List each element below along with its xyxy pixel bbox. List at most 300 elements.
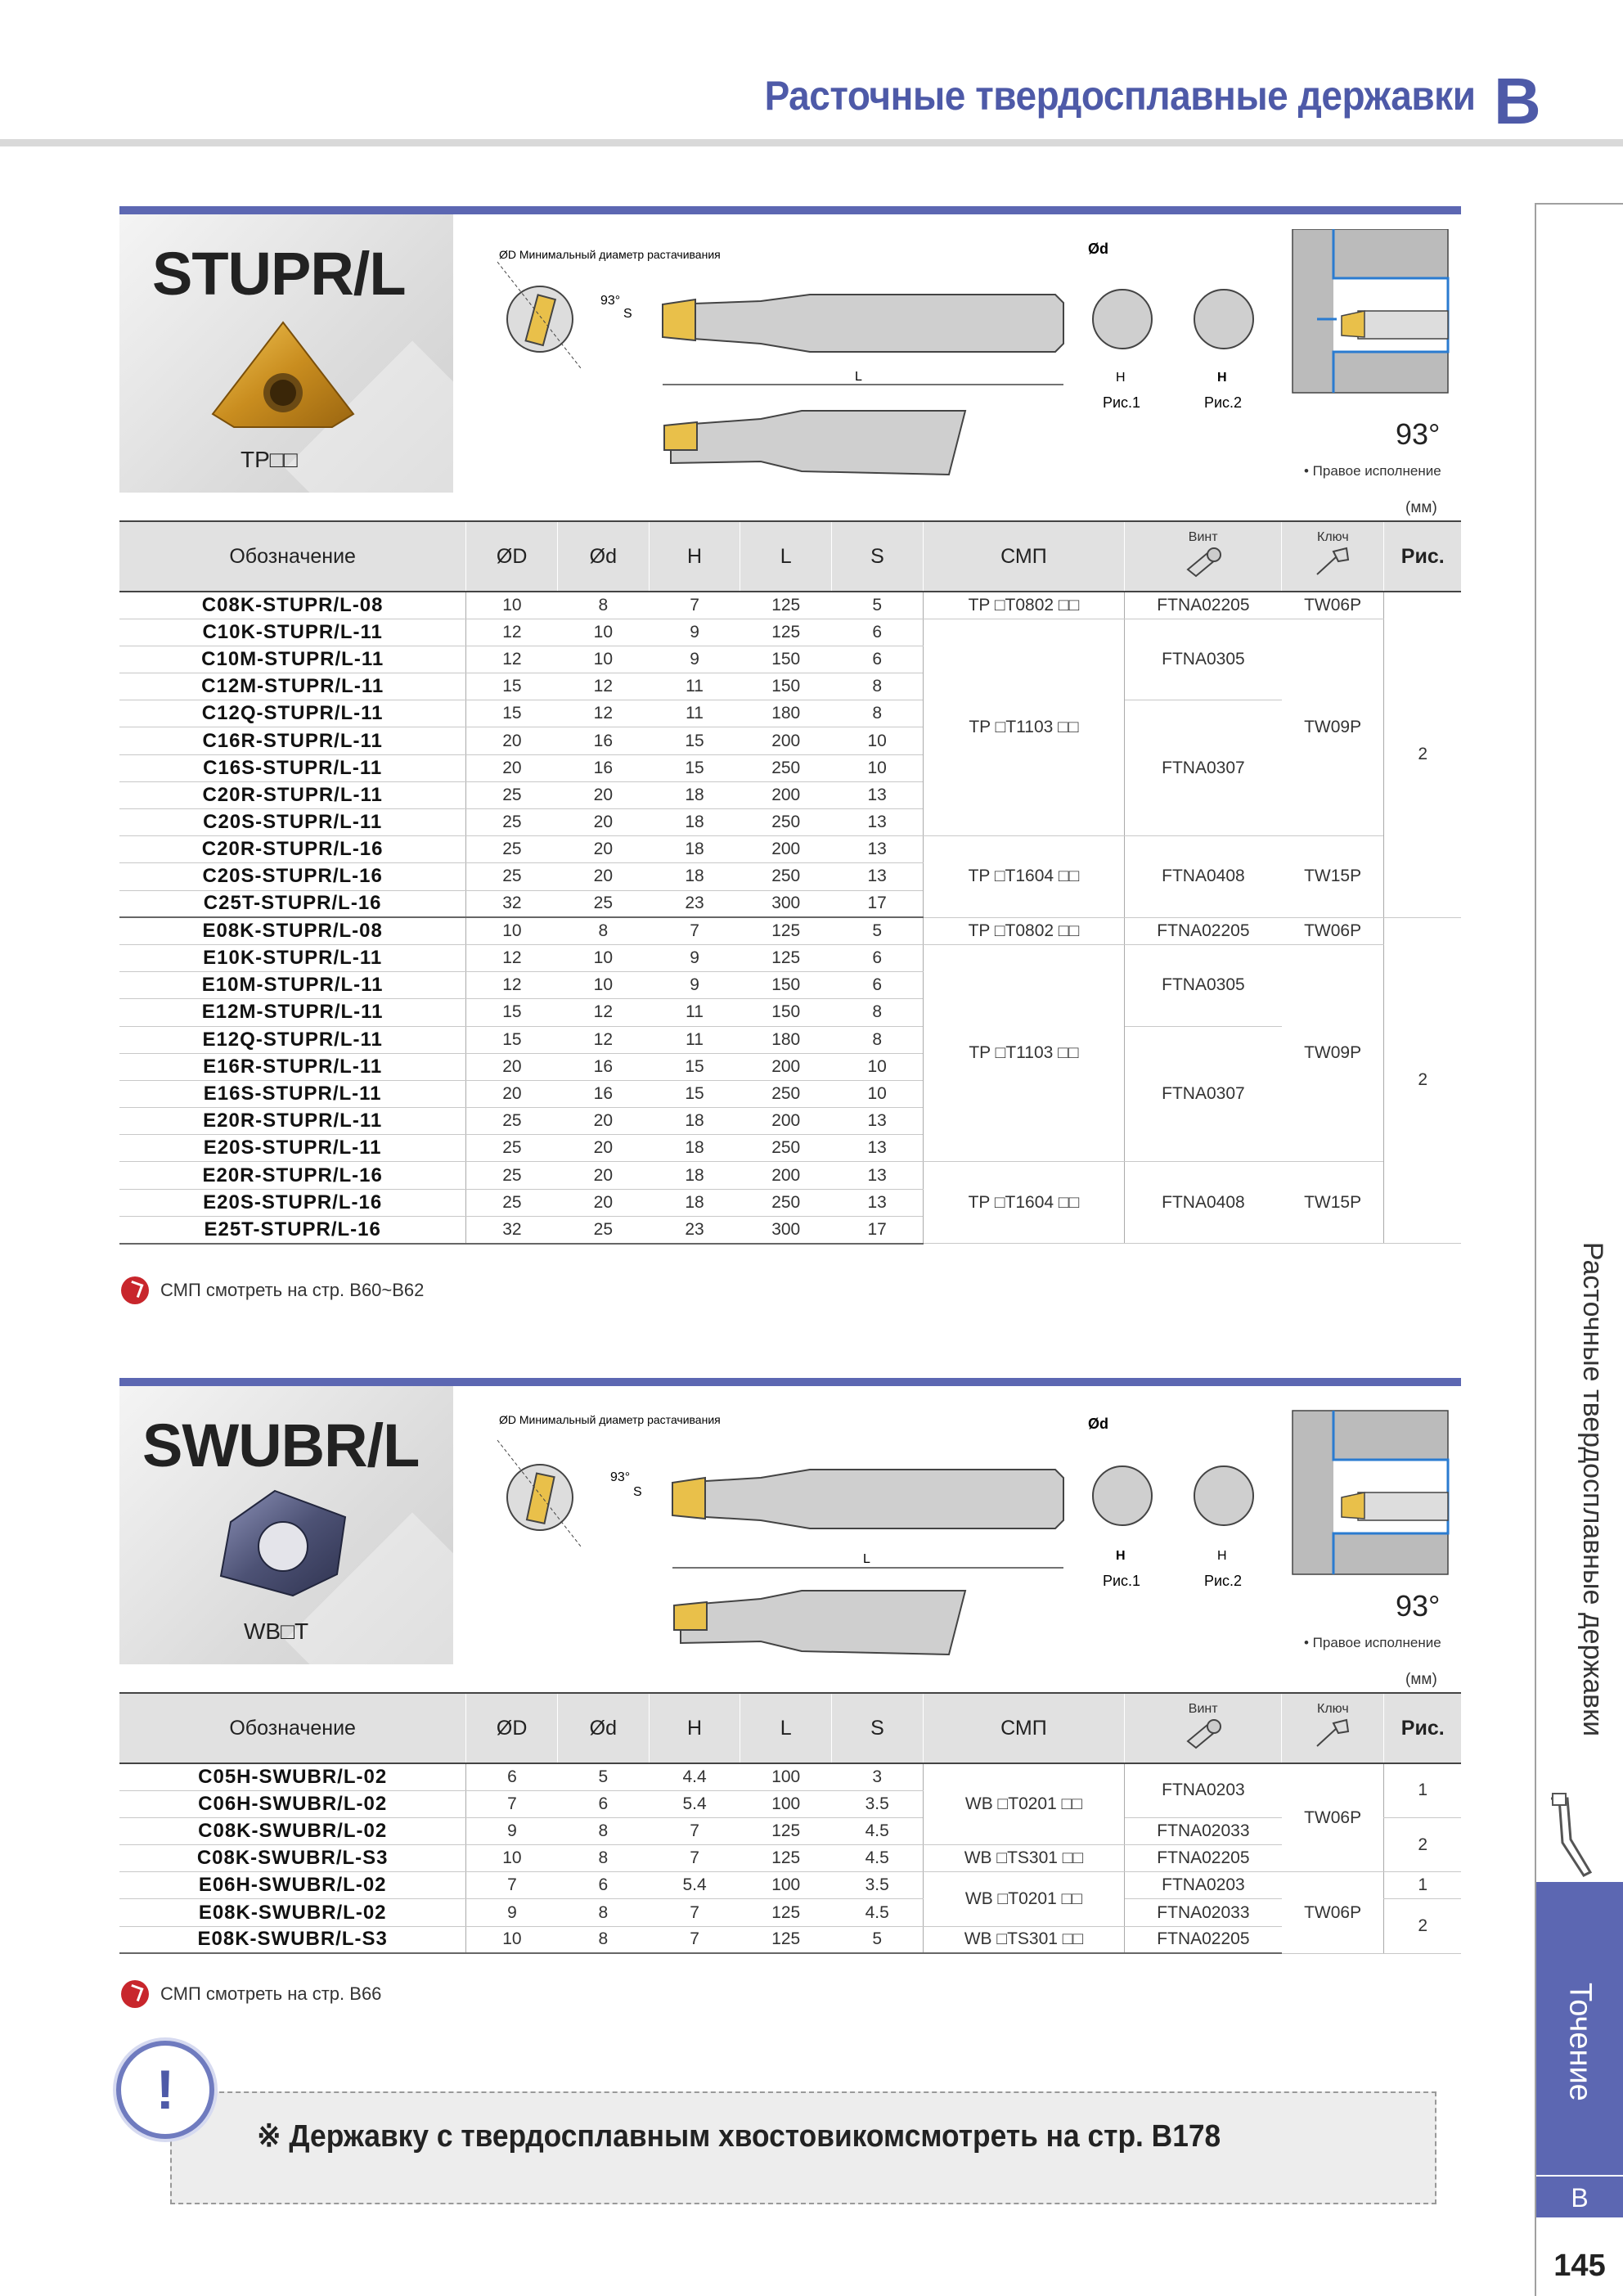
dimension-value: 25 (558, 1216, 650, 1243)
dimension-value: 7 (466, 1790, 558, 1817)
side-tab-label: Расточные твердосплавные державки (1577, 1241, 1608, 1737)
product-code: C10K-STUPR/L-11 (119, 619, 466, 646)
angle-93-swubr: 93° (1396, 1589, 1441, 1623)
dimension-value: 15 (649, 727, 740, 754)
dim-l: L (855, 370, 862, 384)
dimension-value: 25 (466, 836, 558, 863)
od-label: Ød (1088, 241, 1108, 257)
insert-tp-icon (209, 317, 357, 432)
dimension-value: 10 (466, 1926, 558, 1953)
dimension-value: 10 (466, 917, 558, 944)
insert-code: WB □T0201 □□ (923, 1872, 1124, 1926)
dimension-value: 18 (649, 836, 740, 863)
dimension-value: 20 (558, 1189, 650, 1216)
dimension-value: 12 (558, 700, 650, 727)
dimension-value: 13 (832, 781, 924, 808)
table-row (119, 700, 1461, 727)
dimension-value: 25 (466, 1135, 558, 1162)
notice-box (170, 2091, 1436, 2204)
dim-l-2: L (863, 1552, 870, 1566)
insert-code: TP □T1103 □□ (923, 619, 1124, 836)
dimension-value: 8 (832, 999, 924, 1026)
stupr-dimension-diagram (491, 229, 1456, 491)
dimension-value: 10 (832, 1080, 924, 1107)
dimension-value: 8 (558, 1899, 650, 1926)
product-code: E08K-STUPR/L-08 (119, 917, 466, 944)
section-band-swubr (119, 1378, 1461, 1386)
dimension-value: 5 (832, 592, 924, 619)
dimension-value: 5 (832, 1926, 924, 1953)
insert-code: TP □T1604 □□ (923, 836, 1124, 918)
key-code: TW09P (1282, 619, 1384, 836)
screw-code: FTNA02205 (1125, 917, 1282, 944)
dimension-value: 250 (740, 809, 832, 836)
dimension-value: 5 (832, 917, 924, 944)
dimension-value: 7 (649, 917, 740, 944)
min-diameter-note-2: ØD Минимальный диаметр растачивания (499, 1413, 721, 1426)
product-code: E10M-STUPR/L-11 (119, 972, 466, 999)
dimension-value: 8 (558, 592, 650, 619)
fig1-label: Рис.1 (1103, 394, 1141, 411)
col-fig: Рис. (1384, 521, 1461, 592)
col-d: Ød (558, 521, 650, 592)
units-stupr: (мм) (1405, 499, 1437, 516)
dimension-value: 8 (558, 1926, 650, 1953)
insert-code: WB □TS301 □□ (923, 1926, 1124, 1953)
dimension-value: 9 (649, 646, 740, 673)
key-code: TW15P (1282, 836, 1384, 918)
dimension-value: 7 (649, 1926, 740, 1953)
table-row (119, 1763, 1461, 1790)
model-title-stupr: STUPR/L (152, 240, 406, 308)
spec-table-stupr (119, 520, 1461, 1245)
dimension-value: 16 (558, 754, 650, 781)
insert-reference-stupr[interactable] (121, 1276, 424, 1304)
right-hand-note-stupr: • Правое исполнение (1304, 463, 1441, 479)
col-d-2: Ød (558, 1693, 650, 1763)
insert-label-swubr: WB□T (244, 1618, 309, 1644)
dimension-value: 20 (466, 754, 558, 781)
side-tab-turning[interactable] (1536, 1882, 1623, 2201)
header-rule (0, 139, 1623, 146)
side-tab-letter: B (1536, 2175, 1623, 2217)
dimension-value: 20 (558, 1162, 650, 1189)
dimension-value: 15 (466, 1026, 558, 1053)
key-code: TW15P (1282, 1162, 1384, 1244)
screw-code: FTNA0408 (1125, 1162, 1282, 1244)
dimension-value: 100 (740, 1790, 832, 1817)
col-key: Ключ (1282, 521, 1384, 592)
product-code: C08K-STUPR/L-08 (119, 592, 466, 619)
product-code: C20R-STUPR/L-11 (119, 781, 466, 808)
product-code: C25T-STUPR/L-16 (119, 890, 466, 917)
product-code: E20S-STUPR/L-11 (119, 1135, 466, 1162)
col-code-2: Обозначение (119, 1693, 466, 1763)
key-code: TW06P (1282, 1872, 1384, 1954)
dimension-value: 6 (466, 1763, 558, 1790)
table-row (119, 1899, 1461, 1926)
dimension-value: 6 (558, 1790, 650, 1817)
page-title: Расточные твердосплавные державки (765, 73, 1476, 119)
dimension-value: 4.5 (832, 1845, 924, 1872)
dimension-value: 12 (466, 619, 558, 646)
dimension-value: 10 (558, 619, 650, 646)
screw-code: FTNA02033 (1125, 1817, 1282, 1844)
dimension-value: 3.5 (832, 1790, 924, 1817)
table-row (119, 592, 1461, 619)
swubr-dimension-diagram (491, 1399, 1456, 1661)
dim-s: S (623, 307, 632, 321)
table-row (119, 1026, 1461, 1053)
product-code: E08K-SWUBR/L-02 (119, 1899, 466, 1926)
dimension-value: 16 (558, 1080, 650, 1107)
dimension-value: 15 (466, 673, 558, 700)
dimension-value: 18 (649, 1162, 740, 1189)
dimension-value: 100 (740, 1872, 832, 1899)
key-icon (1312, 545, 1353, 578)
dimension-value: 10 (558, 972, 650, 999)
reference-arrow-icon (121, 1980, 149, 2008)
col-l-2: L (740, 1693, 832, 1763)
dimension-value: 32 (466, 1216, 558, 1243)
dimension-value: 6 (832, 619, 924, 646)
dimension-value: 3 (832, 1763, 924, 1790)
section-band-stupr (119, 206, 1461, 214)
dimension-value: 16 (558, 727, 650, 754)
dimension-value: 7 (649, 1817, 740, 1844)
screw-code: FTNA0305 (1125, 619, 1282, 700)
dimension-value: 18 (649, 809, 740, 836)
product-code: E10K-STUPR/L-11 (119, 944, 466, 971)
dimension-value: 25 (466, 1108, 558, 1135)
model-title-swubr: SWUBR/L (142, 1411, 420, 1479)
table-row (119, 836, 1461, 863)
dimension-value: 15 (649, 1080, 740, 1107)
table-row (119, 1817, 1461, 1844)
fig1-label-2: Рис.1 (1103, 1573, 1141, 1589)
right-hand-note-swubr: • Правое исполнение (1304, 1635, 1441, 1650)
table-row (119, 1926, 1461, 1953)
dimension-value: 6 (558, 1872, 650, 1899)
table-row (119, 917, 1461, 944)
dimension-value: 8 (832, 700, 924, 727)
dimension-value: 12 (558, 999, 650, 1026)
dimension-value: 7 (649, 1845, 740, 1872)
dimension-value: 13 (832, 1162, 924, 1189)
dimension-value: 11 (649, 700, 740, 727)
col-smp: СМП (923, 521, 1124, 592)
dimension-value: 125 (740, 1926, 832, 1953)
dimension-value: 150 (740, 999, 832, 1026)
figure-ref: 1 (1384, 1763, 1461, 1817)
product-code: C12M-STUPR/L-11 (119, 673, 466, 700)
product-code: E06H-SWUBR/L-02 (119, 1872, 466, 1899)
fig1-h: H (1116, 371, 1126, 385)
product-code: C06H-SWUBR/L-02 (119, 1790, 466, 1817)
product-code: E20R-STUPR/L-11 (119, 1108, 466, 1135)
dimension-value: 25 (466, 1189, 558, 1216)
dimension-value: 11 (649, 1026, 740, 1053)
dimension-value: 200 (740, 836, 832, 863)
key-code: TW09P (1282, 944, 1384, 1162)
key-code: TW06P (1282, 1763, 1384, 1872)
dimension-value: 18 (649, 781, 740, 808)
col-fig-2: Рис. (1384, 1693, 1461, 1763)
dimension-value: 23 (649, 890, 740, 917)
dimension-value: 250 (740, 1080, 832, 1107)
dimension-value: 10 (466, 1845, 558, 1872)
dimension-value: 13 (832, 1189, 924, 1216)
dimension-value: 20 (558, 809, 650, 836)
dimension-value: 7 (649, 1899, 740, 1926)
insert-reference-swubr[interactable] (121, 1980, 381, 2008)
dimension-value: 13 (832, 836, 924, 863)
table-row (119, 619, 1461, 646)
dimension-value: 180 (740, 1026, 832, 1053)
dimension-value: 32 (466, 890, 558, 917)
notice-text: ※ Державку с твердосплавным хвостовикомсмотреть на стр. B178 (257, 2119, 1221, 2154)
dimension-value: 250 (740, 1135, 832, 1162)
figure-ref: 2 (1384, 592, 1461, 917)
side-tab-turning-label: Точение (1562, 1982, 1598, 2101)
col-od-2: ØD (466, 1693, 558, 1763)
col-s: S (832, 521, 924, 592)
dimension-value: 200 (740, 1108, 832, 1135)
dimension-value: 10 (558, 944, 650, 971)
col-h-2: H (649, 1693, 740, 1763)
dimension-value: 200 (740, 727, 832, 754)
dimension-value: 20 (558, 1135, 650, 1162)
insert-reference-text-swubr: СМП смотреть на стр. B66 (160, 1983, 382, 2004)
key-icon (1312, 1717, 1353, 1749)
spec-table-swubr (119, 1692, 1461, 1954)
screw-code: FTNA0203 (1125, 1872, 1282, 1899)
dimension-value: 8 (832, 673, 924, 700)
dimension-value: 8 (558, 1817, 650, 1844)
product-code: E12Q-STUPR/L-11 (119, 1026, 466, 1053)
dimension-value: 25 (558, 890, 650, 917)
figure-ref: 2 (1384, 1899, 1461, 1953)
dimension-value: 12 (558, 673, 650, 700)
dimension-value: 17 (832, 1216, 924, 1243)
dimension-value: 100 (740, 1763, 832, 1790)
dimension-value: 20 (558, 836, 650, 863)
dimension-value: 18 (649, 1189, 740, 1216)
dimension-value: 250 (740, 754, 832, 781)
fig1-h-2: H (1116, 1549, 1126, 1563)
table-row (119, 944, 1461, 971)
dimension-value: 12 (558, 1026, 650, 1053)
dimension-value: 200 (740, 781, 832, 808)
dimension-value: 15 (466, 999, 558, 1026)
product-code: E12M-STUPR/L-11 (119, 999, 466, 1026)
units-swubr: (мм) (1405, 1671, 1437, 1688)
boring-tool-icon (1543, 1790, 1600, 1880)
dimension-value: 13 (832, 809, 924, 836)
insert-code: WB □TS301 □□ (923, 1845, 1124, 1872)
dimension-value: 15 (466, 700, 558, 727)
dimension-value: 125 (740, 619, 832, 646)
screw-code: FTNA0307 (1125, 700, 1282, 836)
dimension-value: 25 (466, 781, 558, 808)
screw-code: FTNA02205 (1125, 1845, 1282, 1872)
fig2-h: H (1217, 371, 1227, 385)
screw-icon (1183, 1717, 1224, 1749)
col-h: H (649, 521, 740, 592)
dimension-value: 125 (740, 592, 832, 619)
dimension-value: 17 (832, 890, 924, 917)
dimension-value: 5.4 (649, 1790, 740, 1817)
fig2-label: Рис.2 (1204, 394, 1243, 411)
product-code: C16S-STUPR/L-11 (119, 754, 466, 781)
dimension-value: 4.4 (649, 1763, 740, 1790)
dimension-value: 20 (558, 863, 650, 890)
dimension-value: 18 (649, 1135, 740, 1162)
dimension-value: 6 (832, 646, 924, 673)
dimension-value: 12 (466, 944, 558, 971)
reference-arrow-icon (121, 1276, 149, 1304)
dimension-value: 4.5 (832, 1899, 924, 1926)
dimension-value: 16 (558, 1053, 650, 1080)
product-code: E08K-SWUBR/L-S3 (119, 1926, 466, 1953)
product-code: E20R-STUPR/L-16 (119, 1162, 466, 1189)
screw-code: FTNA02205 (1125, 1926, 1282, 1953)
screw-icon (1183, 545, 1224, 578)
dimension-value: 125 (740, 1817, 832, 1844)
dimension-value: 10 (832, 1053, 924, 1080)
dimension-value: 150 (740, 972, 832, 999)
dimension-value: 200 (740, 1053, 832, 1080)
table-row (119, 1845, 1461, 1872)
dimension-value: 20 (466, 727, 558, 754)
dimension-value: 20 (466, 1053, 558, 1080)
insert-code: TP □T1604 □□ (923, 1162, 1124, 1244)
screw-code: FTNA0307 (1125, 1026, 1282, 1162)
product-code: C20S-STUPR/L-16 (119, 863, 466, 890)
dimension-value: 250 (740, 1189, 832, 1216)
dimension-value: 20 (558, 1108, 650, 1135)
dimension-value: 11 (649, 673, 740, 700)
col-s-2: S (832, 1693, 924, 1763)
dimension-value: 5.4 (649, 1872, 740, 1899)
dimension-value: 12 (466, 646, 558, 673)
dimension-value: 7 (466, 1872, 558, 1899)
insert-label-stupr: TP□□ (241, 447, 298, 472)
screw-code: FTNA0203 (1125, 1763, 1282, 1817)
key-code: TW06P (1282, 592, 1384, 619)
dimension-value: 125 (740, 1899, 832, 1926)
col-screw: Винт (1125, 521, 1282, 592)
col-l: L (740, 521, 832, 592)
min-diameter-note: ØD Минимальный диаметр растачивания (499, 248, 721, 261)
insert-wb-icon (214, 1484, 353, 1599)
key-code: TW06P (1282, 917, 1384, 944)
exclamation-icon: ! (116, 2041, 214, 2139)
angle-93-stupr: 93° (1396, 417, 1441, 451)
dimension-value: 25 (466, 809, 558, 836)
insert-code: TP □T1103 □□ (923, 944, 1124, 1162)
dimension-value: 25 (466, 1162, 558, 1189)
dimension-value: 18 (649, 863, 740, 890)
dimension-value: 13 (832, 863, 924, 890)
dimension-value: 15 (649, 1053, 740, 1080)
dimension-value: 23 (649, 1216, 740, 1243)
product-code: E25T-STUPR/L-16 (119, 1216, 466, 1243)
dimension-value: 200 (740, 1162, 832, 1189)
col-code: Обозначение (119, 521, 466, 592)
dimension-value: 3.5 (832, 1872, 924, 1899)
dimension-value: 9 (649, 972, 740, 999)
product-code: C20S-STUPR/L-11 (119, 809, 466, 836)
screw-code: FTNA0305 (1125, 944, 1282, 1026)
product-code: E20S-STUPR/L-16 (119, 1189, 466, 1216)
dimension-value: 300 (740, 890, 832, 917)
dimension-value: 6 (832, 944, 924, 971)
dimension-value: 4.5 (832, 1817, 924, 1844)
od-label-2: Ød (1088, 1416, 1108, 1432)
dimension-value: 12 (466, 972, 558, 999)
product-code: C12Q-STUPR/L-11 (119, 700, 466, 727)
product-code: E16R-STUPR/L-11 (119, 1053, 466, 1080)
product-code: C08K-SWUBR/L-S3 (119, 1845, 466, 1872)
product-code: E16S-STUPR/L-11 (119, 1080, 466, 1107)
product-code: C16R-STUPR/L-11 (119, 727, 466, 754)
dimension-value: 10 (558, 646, 650, 673)
figure-ref: 2 (1384, 917, 1461, 1243)
dimension-value: 13 (832, 1135, 924, 1162)
table-row (119, 1162, 1461, 1189)
screw-code: FTNA02033 (1125, 1899, 1282, 1926)
dimension-value: 10 (466, 592, 558, 619)
dimension-value: 7 (649, 592, 740, 619)
dimension-value: 20 (558, 781, 650, 808)
dim-angle-2: 93° (610, 1470, 631, 1484)
insert-reference-text-stupr: СМП смотреть на стр. B60~B62 (160, 1280, 425, 1300)
figure-ref: 1 (1384, 1872, 1461, 1899)
table-row (119, 1872, 1461, 1899)
dimension-value: 10 (832, 727, 924, 754)
dimension-value: 180 (740, 700, 832, 727)
dimension-value: 11 (649, 999, 740, 1026)
dim-s-2: S (633, 1485, 642, 1499)
col-od: ØD (466, 521, 558, 592)
dimension-value: 8 (832, 1026, 924, 1053)
fig2-label-2: Рис.2 (1204, 1573, 1243, 1589)
dimension-value: 9 (466, 1817, 558, 1844)
dimension-value: 125 (740, 944, 832, 971)
dim-angle: 93° (600, 294, 621, 308)
screw-code: FTNA0408 (1125, 836, 1282, 918)
dimension-value: 13 (832, 1108, 924, 1135)
dimension-value: 125 (740, 917, 832, 944)
dimension-value: 25 (466, 863, 558, 890)
dimension-value: 20 (466, 1080, 558, 1107)
dimension-value: 9 (649, 619, 740, 646)
insert-code: TP □T0802 □□ (923, 917, 1124, 944)
dimension-value: 125 (740, 1845, 832, 1872)
fig2-h-2: H (1217, 1549, 1227, 1563)
dimension-value: 5 (558, 1763, 650, 1790)
dimension-value: 150 (740, 673, 832, 700)
dimension-value: 8 (558, 917, 650, 944)
col-screw-2: Винт (1125, 1693, 1282, 1763)
page-number: 145 (1553, 2249, 1606, 2283)
dimension-value: 250 (740, 863, 832, 890)
dimension-value: 300 (740, 1216, 832, 1243)
col-key-2: Ключ (1282, 1693, 1384, 1763)
screw-code: FTNA02205 (1125, 592, 1282, 619)
product-code: C08K-SWUBR/L-02 (119, 1817, 466, 1844)
